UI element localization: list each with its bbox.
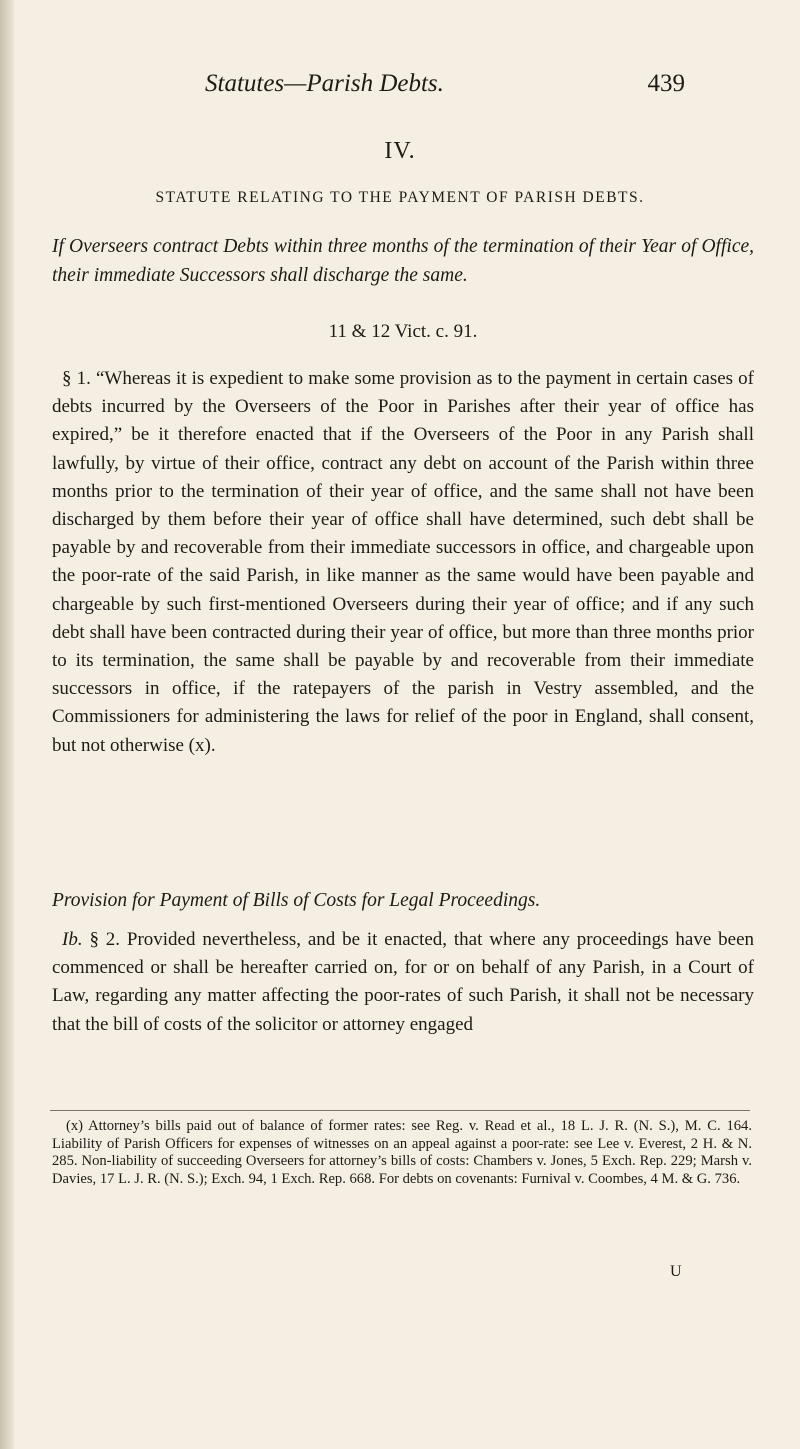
page-number: 439: [647, 70, 685, 97]
footnote-rule: [50, 1110, 750, 1111]
running-head-title: Statutes—Parish Debts.: [205, 70, 444, 97]
section-title: STATUTE RELATING TO THE PAYMENT OF PARISH DEBTS.: [155, 189, 645, 206]
provision-1-text: § 1. “Whereas it is expedient to make some provision as to the payment in certain cases of debts incurred by the Overseers of the Poor in Parishes after their year of office has expired,” be it therefore enacted that if the Overseers of the Poor in any Parish shall lawfully, by virtue of their office, contract any debt on account of the Parish within three months prior to the termination of their year of office, and the same shall not have been discharged by them before their year of office shall have determined, such debt shall be payable by and recoverable from their immediate successors in office, and chargeable upon the poor-rate of the said Parish, in like manner as the same would have been payable and chargeable by such first-mentioned Overseers during their year of office; and if any such debt shall have been contracted during their year of office, but more than three months prior to its termination, the same shall be payable by and recoverable from their immediate successors in office, if the ratepayers of the parish in Vestry assembled, and the Commissioners for administering the laws for relief of the poor in England, shall consent, but not otherwise (x).: [52, 368, 754, 756]
provision-2-heading: Provision for Payment of Bills of Costs for Legal Proceedings.: [52, 890, 541, 911]
provision-2-body: § 2. Provided nevertheless, and be it enacted, that where any proceedings have been commenced or shall be hereafter carried on, for or on behalf of any Parish, in a Court of Law, regarding any matter affecting the poor-rates of such Parish, it shall not be necessary that the bill of costs of the solicitor or attorney engaged: [52, 929, 755, 1035]
footnote-marker: (x): [66, 1118, 84, 1134]
ibid-reference: Ib.: [62, 929, 83, 950]
section-number: IV.: [384, 138, 416, 164]
printer-signature-mark: U: [670, 1263, 682, 1280]
running-head: [205, 70, 685, 102]
page-gutter-shadow: [0, 0, 14, 1449]
footnote: [52, 1118, 752, 1188]
act-citation: 11 & 12 Vict. c. 91.: [328, 321, 478, 342]
provision-1-heading: If Overseers contract Debts within three months of the termination of their Year of Office, their immediate Successors shall discharge the same.: [52, 236, 754, 286]
footnote-text: Attorney’s bills paid out of balance of former rates: see Reg. v. Read et al., 18 L. J. R. (N. S.), M. C. 164. Liability of Parish Officers for expenses of witnesses on an appeal against a poor-rate: see Lee v. Everest, 2 H. & N. 285. Non-liability of succeeding Overseers for attorney’s bills of costs: Chambers v. Jones, 5 Exch. Rep. 229; Marsh v. Davies, 17 L. J. R. (N. S.); Exch. 94, 1 Exch. Rep. 668. For debts on covenants: Furnival v. Coombes, 4 M. & G. 736.: [52, 1118, 752, 1187]
provision-2-text: [52, 926, 754, 1039]
